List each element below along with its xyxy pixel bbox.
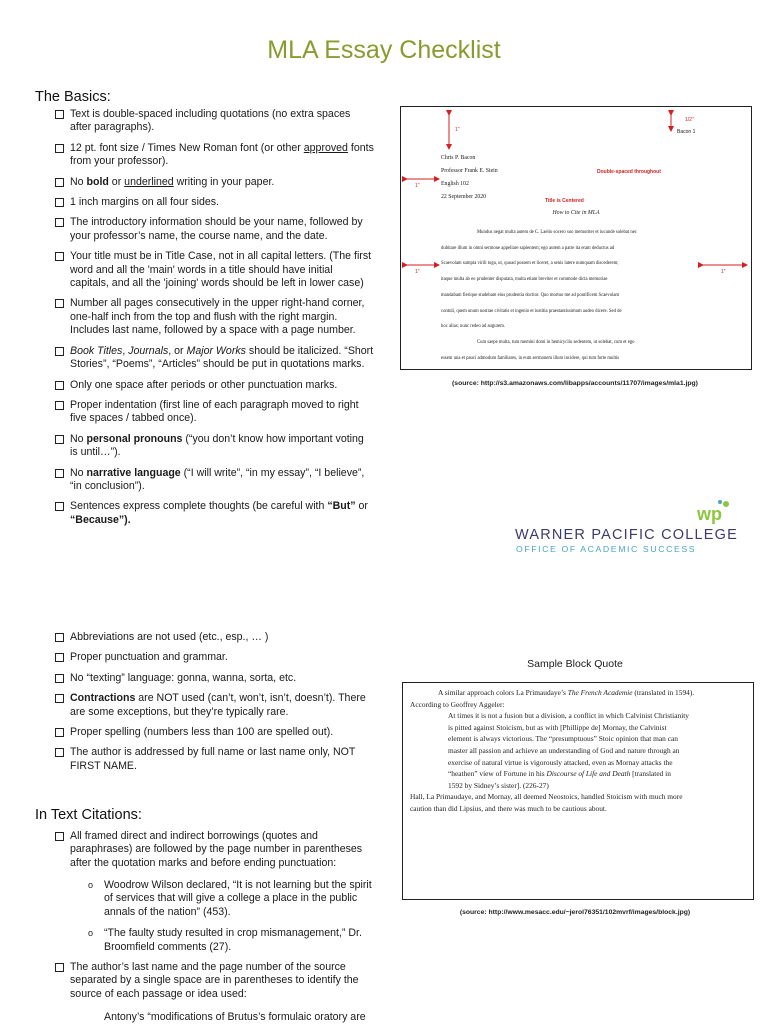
office-name: OFFICE OF ACADEMIC SUCCESS xyxy=(516,544,697,554)
checklist-item xyxy=(52,345,374,372)
text-run: , or xyxy=(168,344,187,357)
text-run: narrative language xyxy=(86,466,181,479)
block-quote-sample xyxy=(402,682,754,900)
block-quote-text xyxy=(410,687,748,815)
text-run: “heathen” view of Fortune in his xyxy=(448,769,547,779)
text-run: Journals xyxy=(128,344,169,357)
example-item xyxy=(82,879,374,919)
text-run: Text is double-spaced including quotations (no extra spaces after paragraphs). xyxy=(70,108,351,134)
checklist-item xyxy=(52,142,374,169)
text-run: Proper punctuation and grammar. xyxy=(70,651,228,664)
essay-line: Cum saepe multa, tum memini domi in hemicyclio sedentem, ut solebat, cum et ego xyxy=(477,339,635,345)
citations-heading: In Text Citations: xyxy=(35,807,142,823)
essay-line: mandabam fierique studebam eius prudentia doctior. Quo mortuo me ad pontificem Scaevolam xyxy=(441,292,620,298)
checklist-item xyxy=(52,500,374,527)
item-text: All framed direct and indirect borrowings (quotes and paraphrases) are followed by the page number in parentheses after the quotation marks and before ending punctuation: xyxy=(70,830,363,869)
text-run: fonts from your professor). xyxy=(70,141,374,168)
one-inch-label: 1" xyxy=(415,183,420,189)
essay-line: Mundus negat multa autem de C. Laelio socero suo memoriter et iucunde solebat nec xyxy=(477,230,637,235)
checkbox-icon xyxy=(55,218,64,227)
checklist-item xyxy=(52,672,374,685)
item-text xyxy=(70,297,364,336)
citations-checklist xyxy=(52,830,374,877)
text-run: Proper indentation (first line of each paragraph moved to right five spaces / tabbed once). xyxy=(70,398,359,425)
citation-examples xyxy=(82,879,374,962)
essay-body xyxy=(441,225,703,366)
checkbox-icon xyxy=(55,748,64,757)
item-text xyxy=(70,108,350,133)
essay-line: itaque multa ab eo prudenter disputata, multa etiam breviter et commode dicta memoriae xyxy=(441,277,608,283)
text-run: or xyxy=(355,500,368,513)
more-checklist xyxy=(52,631,374,780)
text-run: are NOT used (can’t, won’t, isn’t, doesn’t). There are some exceptions, but they’re typically rare. xyxy=(70,692,366,718)
quote-line xyxy=(410,780,748,792)
checkbox-icon xyxy=(55,347,64,356)
checkbox-icon xyxy=(55,653,64,662)
text-run: Sentences express complete thoughts (be careful with xyxy=(70,500,328,513)
centered-note: Title is Centered xyxy=(545,198,584,204)
checklist-item xyxy=(52,651,374,664)
checkbox-icon xyxy=(55,832,64,841)
text-run: Abbreviations are not used (etc., esp., … ) xyxy=(70,631,269,643)
text-run: or xyxy=(108,175,125,188)
checklist-item xyxy=(52,379,374,392)
item-text xyxy=(70,672,296,684)
item-text xyxy=(70,250,371,289)
one-inch-label: 1" xyxy=(415,269,420,275)
text-run: Contractions xyxy=(70,692,136,705)
logo-mark-text: wp xyxy=(697,504,722,524)
checklist-item xyxy=(52,433,374,460)
citations-checklist-2 xyxy=(52,961,374,1008)
item-text xyxy=(70,345,373,370)
double-spaced-note: Double-spaced throughout xyxy=(597,169,661,175)
text-run: Major Works xyxy=(186,344,246,357)
quote-line xyxy=(410,722,748,734)
checkbox-icon xyxy=(55,252,64,261)
checklist-item xyxy=(52,196,374,209)
text-run: (translated in 1594). xyxy=(632,688,695,697)
checklist-item xyxy=(52,692,374,719)
text-run: According to Geoffrey Aggeler: xyxy=(410,699,505,709)
checkbox-icon xyxy=(55,435,64,444)
sample-page-source: (source: http://s3.amazonaws.com/libapps/accounts/11707/images/mla1.jpg) xyxy=(452,380,698,387)
item-text xyxy=(70,726,333,738)
checkbox-icon xyxy=(55,401,64,410)
text-run: (“I will write”, “in my essay”, “I believe”, “in conclusion”). xyxy=(70,466,365,492)
text-run: No “texting” language: gonna, wanna, sorta, etc. xyxy=(70,671,297,684)
text-run: No xyxy=(70,432,87,445)
college-name: WARNER PACIFIC COLLEGE xyxy=(515,527,738,543)
quote-line xyxy=(410,768,748,780)
text-run: The introductory information should be your name, followed by your professor’s name, the course name, and the date. xyxy=(70,216,363,242)
course-name: English 102 xyxy=(441,181,469,187)
text-run: Discourse of Life and Death xyxy=(546,769,631,779)
quote-line xyxy=(410,710,748,722)
checkbox-icon xyxy=(55,469,64,478)
essay-line: hoc alias; nunc redeo ad augurem. xyxy=(441,324,506,330)
checkbox-icon xyxy=(55,110,64,119)
text-run: personal pronouns xyxy=(86,432,183,445)
checklist-item xyxy=(52,631,374,644)
checklist-item xyxy=(52,216,374,243)
checkbox-icon xyxy=(55,381,64,390)
item-text xyxy=(70,216,363,241)
text-run: Only one space after periods or other punctuation marks. xyxy=(70,378,338,391)
item-text xyxy=(70,467,364,492)
essay-line: essem una et pauci admodum familiares, in eum sermonem illum incidere, qui tum forte multis xyxy=(441,355,620,361)
quote-line xyxy=(410,803,748,815)
one-inch-label: 1" xyxy=(721,269,726,275)
college-logo-icon xyxy=(693,500,733,524)
heading-block xyxy=(441,152,498,204)
student-name: Chris P. Bacon xyxy=(441,155,476,161)
item-text xyxy=(70,692,366,717)
half-inch-label: 1/2" xyxy=(685,117,694,123)
block-quote-caption: Sample Block Quote xyxy=(527,658,623,670)
checkbox-icon xyxy=(55,198,64,207)
text-run: writing in your paper. xyxy=(173,175,275,188)
text-run: 1592 by Sidney’s sister]. (226-27) xyxy=(448,780,549,790)
page-header-label: Bacon 1 xyxy=(677,129,696,135)
quote-line xyxy=(410,687,748,699)
example-text: Woodrow Wilson declared, “It is not learning but the spirit of services that will give a college a place in the public annals of the nation” (453). xyxy=(104,879,372,918)
date: 22 September 2020 xyxy=(441,194,487,200)
basics-checklist xyxy=(52,108,374,534)
essay-title: How to Cite in MLA xyxy=(552,210,600,216)
item-text xyxy=(70,196,219,208)
checkbox-icon xyxy=(55,728,64,737)
text-run: underlined xyxy=(124,175,174,188)
text-run: , xyxy=(122,344,129,357)
text-run: approved xyxy=(303,141,348,154)
quote-line xyxy=(410,745,748,757)
checkbox-icon xyxy=(55,144,64,153)
text-run: is pitted against Stoicism, but as with [Phillippe de] Mornay, the Calvinist xyxy=(448,722,667,732)
item-text xyxy=(70,399,359,424)
text-run: element is always victorious. The “presumptuous” Stoic opinion that man can xyxy=(448,734,678,744)
checklist-item xyxy=(52,108,374,135)
block-quote-source: (source: http://www.mesacc.edu/~jerol76351/102mvrf/images/block.jpg) xyxy=(459,909,691,916)
quote-line xyxy=(410,791,748,803)
text-run: Number all pages consecutively in the upper right-hand corner, one-half inch from the top and flush with the right margin. Includes last name, followed by a space with a page number. xyxy=(70,297,365,337)
essay-line: dubitare illum in omni sermone appellare sapientem; ego autem a patre ita eram deductus ad xyxy=(441,245,615,251)
essay-line: Scaevolam sumpta virili toga, ut, quoad possem et liceret, a senis latere numquam discederem; xyxy=(441,261,619,267)
bullet-icon: o xyxy=(88,880,94,890)
checklist-item xyxy=(52,176,374,189)
checklist-item xyxy=(52,961,374,1001)
text-run: Book Titles xyxy=(70,344,123,357)
checklist-item xyxy=(52,726,374,739)
text-run: “But” xyxy=(327,500,356,513)
text-run: Proper spelling (numbers less than 100 are spelled out). xyxy=(70,726,334,739)
text-run: 12 pt. font size / Times New Roman font (or other xyxy=(70,141,304,154)
essay-line: contuli, quem unum nostrae civitatis et ingenio et iustitia praestantissimum audeo dicere. Sed de xyxy=(441,308,622,314)
checkbox-icon xyxy=(55,633,64,642)
checklist-item xyxy=(52,830,374,870)
checkbox-icon xyxy=(55,502,64,511)
text-run: Hall, La Primaudaye, and Mornay, all deemed Neostoics, handled Stoicism with much more xyxy=(410,792,683,802)
item-text xyxy=(70,379,337,391)
sample-mla-page xyxy=(400,106,752,370)
checklist-item xyxy=(52,399,374,426)
text-run: [translated in xyxy=(630,769,671,779)
text-run: Your title must be in Title Case, not in all capital letters. (The first word and all the 'main' words in a title should have initial capitals, and all the 'joining' words should be left in lower case) xyxy=(70,250,372,290)
checklist-item xyxy=(52,297,374,337)
text-run: bold xyxy=(86,175,109,188)
quote-line xyxy=(410,757,748,769)
text-run: caution than did Lipsius, and there was much to be cautious about. xyxy=(410,803,607,813)
checklist-item xyxy=(52,250,374,290)
text-run: “Because”). xyxy=(70,513,131,526)
text-run: 1 inch margins on all four sides. xyxy=(70,196,219,209)
checkbox-icon xyxy=(55,299,64,308)
bullet-icon: o xyxy=(88,928,94,939)
item-text xyxy=(70,631,268,643)
checkbox-icon xyxy=(55,963,64,972)
item-text xyxy=(70,176,274,188)
example-item xyxy=(82,927,374,954)
text-run: exercise of natural virtue is vigorously attacked, even as Mornay attacks the xyxy=(448,757,673,767)
text-run: master all passion and achieve an understanding of God and nature through an xyxy=(448,745,680,755)
basics-heading: The Basics: xyxy=(35,89,111,105)
checkbox-icon xyxy=(55,178,64,187)
item-text xyxy=(70,142,374,167)
text-run: The French Academie xyxy=(567,688,633,697)
citation-example-text: Antony’s “modifications of Brutus’s formulaic oratory are xyxy=(104,1011,366,1023)
item-text xyxy=(70,500,368,525)
page-title: MLA Essay Checklist xyxy=(267,36,501,64)
checklist-item xyxy=(52,467,374,494)
text-run: The author is addressed by full name or last name only, NOT FIRST NAME. xyxy=(70,746,356,772)
text-run: (“you don’t know how important voting is until…”). xyxy=(70,432,364,459)
checkbox-icon xyxy=(55,694,64,703)
example-text: “The faulty study resulted in crop mismanagement,” Dr. Broomfield comments (27). xyxy=(104,927,362,953)
item-text xyxy=(70,651,228,663)
text-run: A similar approach colors La Primaudaye’s xyxy=(438,688,568,697)
professor-name: Professor Frank E. Stein xyxy=(441,168,498,174)
checkbox-icon xyxy=(55,674,64,683)
item-text xyxy=(70,746,355,771)
text-run: should be italicized. “Short Stories”, “Poems”, “Articles” should be put in quotations marks. xyxy=(70,344,374,371)
quote-line xyxy=(410,699,748,711)
text-run: No xyxy=(70,466,87,479)
quote-line xyxy=(410,733,748,745)
text-run: At times it is not a fusion but a division, a conflict in which Calvinist Christianity xyxy=(448,711,689,721)
checklist-item xyxy=(52,746,374,773)
item-text xyxy=(70,433,364,458)
text-run: No xyxy=(70,175,87,188)
one-inch-label: 1" xyxy=(455,127,460,133)
item-text: The author’s last name and the page number of the source separated by a single space are in parentheses to identify the source of each passage or idea used: xyxy=(70,961,359,1000)
